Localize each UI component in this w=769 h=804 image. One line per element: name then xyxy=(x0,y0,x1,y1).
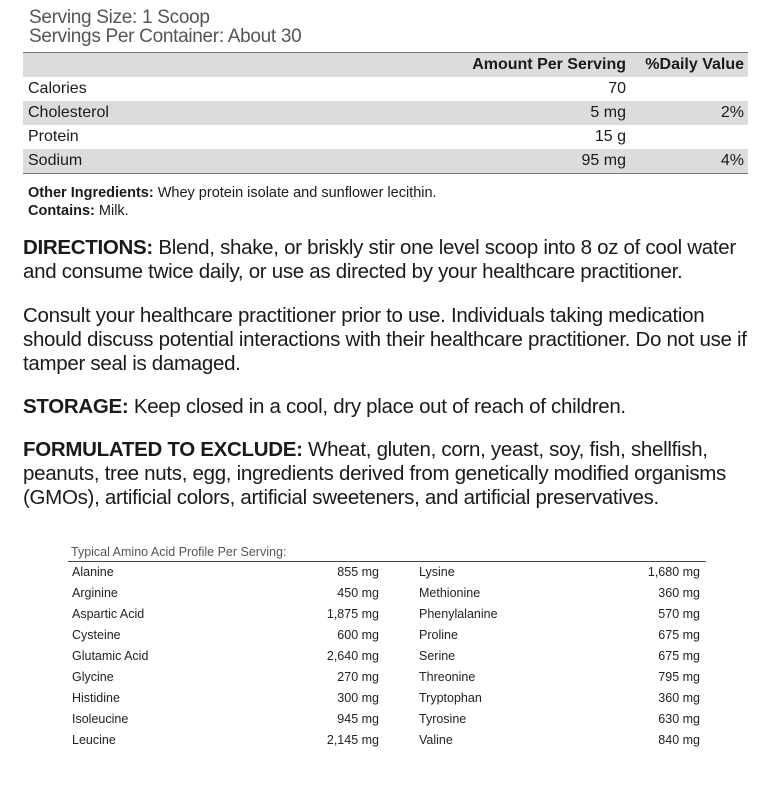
amino-row xyxy=(387,730,706,751)
amino-row xyxy=(387,625,706,646)
nutrition-row xyxy=(23,101,748,125)
amino-name: Cysteine xyxy=(72,628,121,642)
serving-size: Serving Size: 1 Scoop xyxy=(29,7,210,28)
nutrient-amount: 95 mg xyxy=(581,152,626,169)
table-bottom-rule xyxy=(23,173,748,174)
amino-amount: 270 mg xyxy=(337,670,379,684)
amino-name: Leucine xyxy=(72,733,116,747)
amino-name: Valine xyxy=(419,733,453,747)
amino-name: Tyrosine xyxy=(419,712,467,726)
amino-row xyxy=(387,583,706,604)
nutrient-name: Cholesterol xyxy=(28,104,109,121)
amino-name: Alanine xyxy=(72,565,114,579)
amino-name: Phenylalanine xyxy=(419,607,498,621)
amount-per-serving-header: Amount Per Serving xyxy=(472,56,626,73)
amino-row xyxy=(387,604,706,625)
amino-row xyxy=(387,562,706,583)
exclude-text: Wheat, gluten, corn, yeast, soy, fish, shellfish, peanuts, tree nuts, egg, ingredients derived from genetically modified organisms (GMOs), artificial colors, artificial sweeteners, and artificial preservatives. xyxy=(23,438,727,509)
amino-name: Isoleucine xyxy=(72,712,129,726)
amino-amount: 840 mg xyxy=(658,733,700,747)
nutrition-header-row xyxy=(23,53,748,77)
amino-row xyxy=(68,562,387,583)
serving-info xyxy=(29,8,301,46)
amino-name: Proline xyxy=(419,628,458,642)
amino-row xyxy=(387,688,706,709)
contains-label: Contains: xyxy=(28,203,95,219)
amino-amount: 795 mg xyxy=(658,670,700,684)
amino-row xyxy=(68,730,387,751)
amino-column-left xyxy=(68,562,387,751)
nutrient-name: Sodium xyxy=(28,152,83,169)
amino-amount: 630 mg xyxy=(658,712,700,726)
amino-amount: 2,640 mg xyxy=(326,649,379,663)
warning-text: Consult your healthcare practitioner prior to use. Individuals taking medication should discuss potential interactions with their healthcare practitioner. Do not use if tamper seal is damaged. xyxy=(23,304,747,375)
amino-name: Glutamic Acid xyxy=(72,649,149,663)
amino-row xyxy=(68,583,387,604)
ingredients-block xyxy=(28,184,437,220)
nutrition-facts-table xyxy=(23,52,748,174)
amino-amount: 450 mg xyxy=(337,586,379,600)
daily-value-header: %Daily Value xyxy=(645,56,744,73)
amino-amount: 570 mg xyxy=(658,607,700,621)
amino-name: Tryptophan xyxy=(419,691,482,705)
nutrition-row xyxy=(23,77,748,101)
contains xyxy=(28,202,437,220)
nutrient-dv: 4% xyxy=(720,152,744,169)
nutrient-amount: 70 xyxy=(608,80,626,97)
storage-text: Keep closed in a cool, dry place out of reach of children. xyxy=(128,395,626,418)
amino-amount: 360 mg xyxy=(658,691,700,705)
nutrient-name: Calories xyxy=(28,80,87,97)
amino-amount: 945 mg xyxy=(337,712,379,726)
storage-paragraph xyxy=(23,395,753,419)
amino-row xyxy=(68,646,387,667)
contains-text: Milk. xyxy=(94,203,129,219)
amino-name: Threonine xyxy=(419,670,476,684)
other-ingredients xyxy=(28,184,437,202)
amino-row xyxy=(68,625,387,646)
amino-name: Aspartic Acid xyxy=(72,607,145,621)
servings-per-container: Servings Per Container: About 30 xyxy=(29,26,302,47)
amino-row xyxy=(68,709,387,730)
amino-amount: 855 mg xyxy=(337,565,379,579)
amino-amount: 1,680 mg xyxy=(647,565,700,579)
amino-amount: 2,145 mg xyxy=(326,733,379,747)
amino-amount: 360 mg xyxy=(658,586,700,600)
nutrient-dv: 2% xyxy=(720,104,744,121)
amino-row xyxy=(68,667,387,688)
other-ingredients-text: Whey protein isolate and sunflower lecithin. xyxy=(153,185,437,201)
amino-column-right xyxy=(387,562,706,751)
directions-label: DIRECTIONS: xyxy=(23,236,153,259)
amino-name: Lysine xyxy=(419,565,455,579)
amino-name: Glycine xyxy=(72,670,114,684)
amino-amount: 675 mg xyxy=(658,628,700,642)
amino-row xyxy=(68,688,387,709)
amino-name: Serine xyxy=(419,649,456,663)
amino-name: Methionine xyxy=(419,586,481,600)
amino-name: Arginine xyxy=(72,586,118,600)
amino-amount: 1,875 mg xyxy=(326,607,379,621)
nutrient-amount: 15 g xyxy=(594,128,626,145)
amino-acid-profile xyxy=(68,543,706,751)
amino-row xyxy=(387,709,706,730)
amino-amount: 600 mg xyxy=(337,628,379,642)
nutrition-row xyxy=(23,125,748,149)
amino-name: Histidine xyxy=(72,691,120,705)
nutrient-name: Protein xyxy=(28,128,79,145)
amino-grid xyxy=(68,562,706,751)
amino-amount: 300 mg xyxy=(337,691,379,705)
amino-row xyxy=(387,646,706,667)
exclude-paragraph xyxy=(23,438,753,510)
warning-paragraph xyxy=(23,304,753,376)
other-ingredients-label: Other Ingredients: xyxy=(28,185,154,201)
nutrition-row xyxy=(23,149,748,173)
exclude-label: FORMULATED TO EXCLUDE: xyxy=(23,438,303,461)
amino-title: Typical Amino Acid Profile Per Serving: xyxy=(68,543,706,562)
directions-text: Blend, shake, or briskly stir one level scoop into 8 oz of cool water and consume twice daily, or use as directed by your healthcare practitioner. xyxy=(23,236,736,283)
nutrient-amount: 5 mg xyxy=(590,104,626,121)
storage-label: STORAGE: xyxy=(23,395,129,418)
amino-row xyxy=(387,667,706,688)
amino-amount: 675 mg xyxy=(658,649,700,663)
directions-paragraph xyxy=(23,236,753,284)
amino-row xyxy=(68,604,387,625)
